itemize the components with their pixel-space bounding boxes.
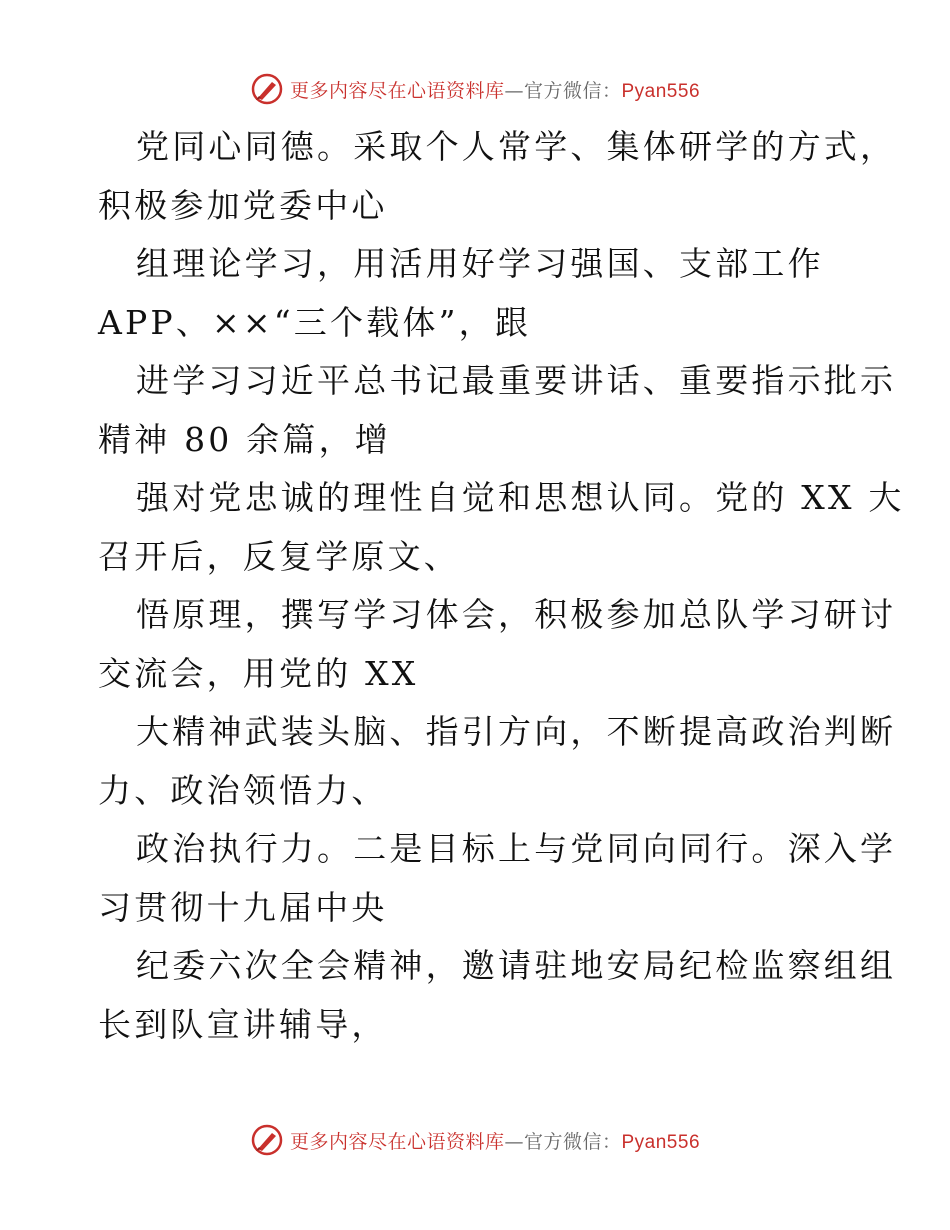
body-line: 政治执行力。二是目标上与党同向同行。深入学	[136, 829, 897, 868]
banner-text	[290, 76, 700, 103]
banner-site-text: 更多内容尽在心语资料库	[289, 79, 505, 102]
body-line: 强对党忠诚的理性自觉和思想认同。党的 XX 大	[136, 478, 905, 517]
body-line: 纪委六次全会精神，邀请驻地安局纪检监察组组	[136, 946, 897, 985]
page-header-banner	[0, 72, 950, 106]
banner-text	[290, 1127, 700, 1154]
body-line: 进学习习近平总书记最重要讲话、重要指示批示	[136, 361, 897, 400]
banner-official-label: 官方微信：	[523, 1130, 622, 1153]
body-line: 交流会，用党的 XX	[98, 653, 419, 693]
document-body	[98, 118, 905, 1054]
pen-nib-circle-logo-icon	[250, 1123, 284, 1157]
body-line: 长到队宣讲辅导，	[98, 1004, 388, 1044]
banner-official-label: 官方微信：	[523, 79, 622, 102]
body-line: 党同心同德。采取个人常学、集体研学的方式，	[136, 127, 897, 166]
page-footer-banner	[0, 1123, 950, 1157]
banner-dash: —	[504, 1130, 524, 1153]
body-line: 积极参加党委中心	[98, 185, 388, 225]
body-line: 召开后，反复学原文、	[98, 536, 460, 576]
body-line: 大精神武装头脑、指引方向，不断提高政治判断	[136, 712, 897, 751]
banner-wechat-id: Pyan556	[621, 80, 701, 102]
body-line: 力、政治领悟力、	[98, 770, 388, 810]
banner-wechat-id: Pyan556	[621, 1131, 701, 1153]
banner-dash: —	[504, 79, 524, 102]
body-line: 习贯彻十九届中央	[98, 887, 388, 927]
banner-site-text: 更多内容尽在心语资料库	[289, 1130, 505, 1153]
body-line: 精神 80 余篇，增	[98, 419, 391, 459]
body-line: 组理论学习，用活用好学习强国、支部工作	[136, 244, 824, 283]
pen-nib-circle-logo-icon	[250, 72, 284, 106]
body-line: 悟原理，撰写学习体会，积极参加总队学习研讨	[136, 595, 897, 634]
body-line: APP、××“三个载体”，跟	[98, 302, 532, 342]
